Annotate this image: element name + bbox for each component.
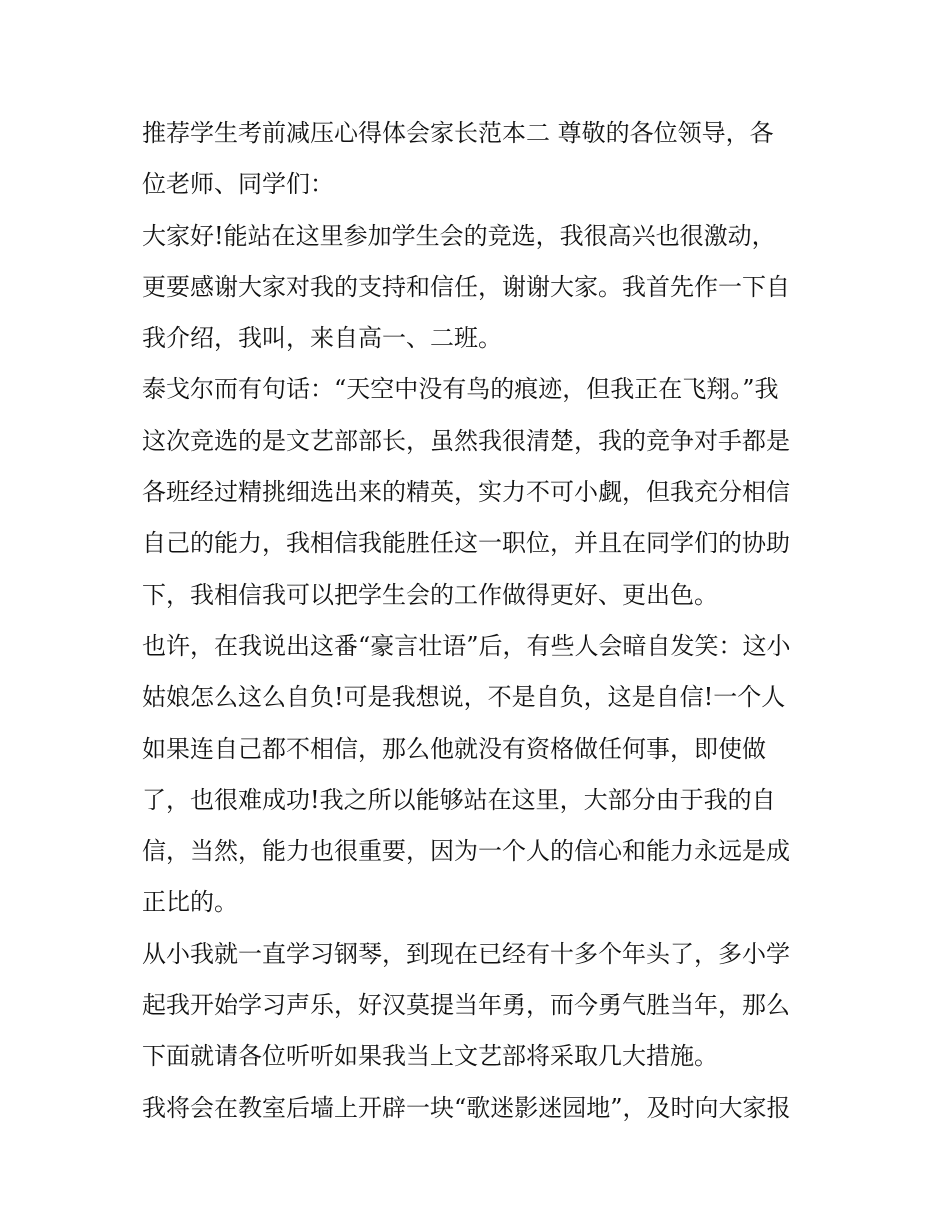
- text-line: 各班经过精挑细选出来的精英，实力不可小觑，但我充分相信: [142, 478, 790, 507]
- text-line: 也许，在我说出这番“豪言壮语”后，有些人会暗自发笑：这小: [142, 631, 791, 660]
- text-line: 大家好!能站在这里参加学生会的竞选，我很高兴也很激动，: [142, 221, 776, 250]
- text-line: 了，也很难成功!我之所以能够站在这里，大部分由于我的自: [142, 785, 776, 814]
- text-line: 我介绍，我叫，来自高一、二班。: [142, 324, 502, 353]
- text-line: 起我开始学习声乐，好汉莫提当年勇，而今勇气胜当年，那么: [142, 991, 790, 1020]
- text-line: 信，当然，能力也很重要，因为一个人的信心和能力永远是成: [142, 837, 790, 866]
- text-line: 更要感谢大家对我的支持和信任，谢谢大家。我首先作一下自: [142, 272, 790, 301]
- text-line: 下面就请各位听听如果我当上文艺部将采取几大措施。: [142, 1042, 718, 1071]
- text-line: 自己的能力，我相信我能胜任这一职位，并且在同学们的协助: [142, 529, 790, 558]
- text-line: 下，我相信我可以把学生会的工作做得更好、更出色。: [142, 580, 718, 609]
- text-line: 正比的。: [142, 888, 238, 917]
- text-line: 从小我就一直学习钢琴，到现在已经有十多个年头了，多小学: [142, 939, 790, 968]
- text-line: 这次竞选的是文艺部部长，虽然我很清楚，我的竞争对手都是: [142, 426, 790, 455]
- text-line: 推荐学生考前减压心得体会家长范本二 尊敬的各位领导，各: [142, 119, 774, 147]
- text-line: 如果连自己都不相信，那么他就没有资格做任何事，即使做: [142, 734, 766, 763]
- document-body: [142, 108, 814, 1134]
- text-line: 位老师、同学们：: [142, 170, 334, 199]
- text-line: 泰戈尔而有句话：“天空中没有鸟的痕迹，但我正在飞翔。”我: [142, 375, 779, 404]
- text-line: 我将会在教室后墙上开辟一块“歌迷影迷园地”，及时向大家报: [142, 1093, 791, 1122]
- text-line: 姑娘怎么这么自负!可是我想说，不是自负，这是自信!一个人: [142, 683, 786, 712]
